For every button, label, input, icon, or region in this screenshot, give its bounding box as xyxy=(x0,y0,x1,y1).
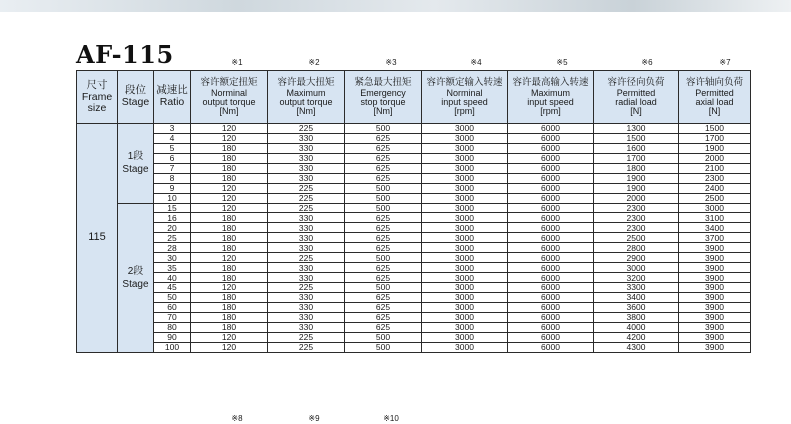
table-cell: 6000 xyxy=(508,213,594,223)
table-cell: 180 xyxy=(191,223,268,233)
table-cell: 3000 xyxy=(422,342,508,352)
table-cell: 120 xyxy=(191,203,268,213)
note-marker: ※4 xyxy=(470,58,482,67)
footnote-markers xyxy=(0,414,791,424)
table-cell: 3900 xyxy=(679,253,751,263)
page-title: AF-115 xyxy=(76,40,174,69)
table-cell: 6000 xyxy=(508,302,594,312)
table-cell: 3000 xyxy=(422,243,508,253)
table-cell: 120 xyxy=(191,283,268,293)
table-cell: 180 xyxy=(191,322,268,332)
stage-1-cell: 1段 Stage xyxy=(118,124,154,204)
table-cell: 1500 xyxy=(594,133,679,143)
table-cell: 1700 xyxy=(679,133,751,143)
table-cell: 225 xyxy=(268,124,345,134)
table-cell: 500 xyxy=(345,193,422,203)
table-cell: 6000 xyxy=(508,163,594,173)
table-cell: 330 xyxy=(268,163,345,173)
header-emergency-torque: 紧急最大扭矩 Emergency stop torque [Nm] xyxy=(345,71,422,124)
table-cell: 2300 xyxy=(679,173,751,183)
table-cell: 330 xyxy=(268,153,345,163)
table-row xyxy=(77,302,751,312)
table-cell: 625 xyxy=(345,213,422,223)
table-cell: 330 xyxy=(268,273,345,283)
column-note-markers xyxy=(0,58,791,70)
table-cell: 4200 xyxy=(594,332,679,342)
table-cell: 120 xyxy=(191,183,268,193)
table-row xyxy=(77,173,751,183)
table-cell: 330 xyxy=(268,292,345,302)
table-cell: 2000 xyxy=(679,153,751,163)
table-cell: 3900 xyxy=(679,312,751,322)
table-cell: 3000 xyxy=(422,283,508,293)
table-cell: 3000 xyxy=(422,213,508,223)
table-cell: 180 xyxy=(191,263,268,273)
table-cell: 1800 xyxy=(594,163,679,173)
table-cell: 180 xyxy=(191,143,268,153)
table-cell: 180 xyxy=(191,173,268,183)
table-cell: 180 xyxy=(191,233,268,243)
table-cell: 6000 xyxy=(508,183,594,193)
table-cell: 330 xyxy=(268,173,345,183)
table-cell: 3400 xyxy=(679,223,751,233)
table-cell: 120 xyxy=(191,332,268,342)
ratio-cell: 80 xyxy=(154,322,191,332)
table-row xyxy=(77,283,751,293)
note-marker: ※2 xyxy=(308,58,320,67)
note-marker: ※6 xyxy=(641,58,653,67)
table-cell: 3400 xyxy=(594,292,679,302)
frame-size-cell: 115 xyxy=(77,124,118,353)
table-cell: 330 xyxy=(268,233,345,243)
table-cell: 625 xyxy=(345,263,422,273)
table-cell: 120 xyxy=(191,124,268,134)
table-cell: 625 xyxy=(345,173,422,183)
table-cell: 625 xyxy=(345,243,422,253)
table-cell: 625 xyxy=(345,223,422,233)
header-nominal-torque: 容许额定扭矩 Norminal output torque [Nm] xyxy=(191,71,268,124)
table-cell: 1300 xyxy=(594,124,679,134)
table-cell: 6000 xyxy=(508,233,594,243)
table-cell: 2400 xyxy=(679,183,751,193)
table-cell: 3000 xyxy=(422,143,508,153)
ratio-cell: 10 xyxy=(154,193,191,203)
header-ratio: 减速比 Ratio xyxy=(154,71,191,124)
table-row xyxy=(77,233,751,243)
table-cell: 225 xyxy=(268,193,345,203)
ratio-cell: 6 xyxy=(154,153,191,163)
table-row xyxy=(77,193,751,203)
table-row xyxy=(77,253,751,263)
table-row xyxy=(77,153,751,163)
ratio-cell: 9 xyxy=(154,183,191,193)
table-cell: 625 xyxy=(345,143,422,153)
table-cell: 3900 xyxy=(679,322,751,332)
table-cell: 500 xyxy=(345,183,422,193)
table-cell: 1900 xyxy=(594,173,679,183)
table-cell: 225 xyxy=(268,203,345,213)
table-cell: 120 xyxy=(191,133,268,143)
table-row xyxy=(77,183,751,193)
table-cell: 500 xyxy=(345,283,422,293)
table-cell: 225 xyxy=(268,332,345,342)
table-cell: 3700 xyxy=(679,233,751,243)
ratio-cell: 100 xyxy=(154,342,191,352)
table-cell: 330 xyxy=(268,312,345,322)
table-cell: 625 xyxy=(345,302,422,312)
table-cell: 225 xyxy=(268,342,345,352)
table-cell: 3000 xyxy=(422,302,508,312)
table-cell: 3000 xyxy=(422,332,508,342)
table-cell: 2500 xyxy=(679,193,751,203)
table-cell: 6000 xyxy=(508,253,594,263)
table-cell: 2000 xyxy=(594,193,679,203)
header-radial-load: 容许径向负荷 Permitted radial load [N] xyxy=(594,71,679,124)
note-marker: ※5 xyxy=(556,58,568,67)
ratio-cell: 28 xyxy=(154,243,191,253)
ratio-cell: 40 xyxy=(154,273,191,283)
note-marker: ※8 xyxy=(231,414,243,423)
table-cell: 3000 xyxy=(679,203,751,213)
table-cell: 3000 xyxy=(594,263,679,273)
table-cell: 3000 xyxy=(422,312,508,322)
table-cell: 6000 xyxy=(508,243,594,253)
table-cell: 500 xyxy=(345,203,422,213)
table-cell: 330 xyxy=(268,302,345,312)
table-cell: 500 xyxy=(345,124,422,134)
table-cell: 6000 xyxy=(508,153,594,163)
table-row xyxy=(77,243,751,253)
table-cell: 4000 xyxy=(594,322,679,332)
table-cell: 2500 xyxy=(594,233,679,243)
ratio-cell: 7 xyxy=(154,163,191,173)
table-row xyxy=(77,163,751,173)
note-marker: ※3 xyxy=(385,58,397,67)
table-cell: 1500 xyxy=(679,124,751,134)
table-cell: 3000 xyxy=(422,153,508,163)
table-cell: 3000 xyxy=(422,124,508,134)
table-cell: 6000 xyxy=(508,193,594,203)
table-cell: 180 xyxy=(191,153,268,163)
header-axial-load: 容许轴向负荷 Permitted axial load [N] xyxy=(679,71,751,124)
ratio-cell: 60 xyxy=(154,302,191,312)
table-cell: 120 xyxy=(191,193,268,203)
table-cell: 500 xyxy=(345,332,422,342)
table-cell: 625 xyxy=(345,153,422,163)
table-cell: 3000 xyxy=(422,133,508,143)
table-cell: 3000 xyxy=(422,322,508,332)
note-marker: ※9 xyxy=(308,414,320,423)
table-cell: 3000 xyxy=(422,253,508,263)
table-cell: 3900 xyxy=(679,283,751,293)
table-cell: 1900 xyxy=(679,143,751,153)
header-frame-size: 尺寸 Frame size xyxy=(77,71,118,124)
table-cell: 225 xyxy=(268,253,345,263)
table-cell: 3000 xyxy=(422,193,508,203)
table-row xyxy=(77,133,751,143)
table-cell: 120 xyxy=(191,253,268,263)
ratio-cell: 35 xyxy=(154,263,191,273)
table-cell: 6000 xyxy=(508,292,594,302)
table-cell: 625 xyxy=(345,233,422,243)
table-header-row xyxy=(77,71,751,124)
table-cell: 625 xyxy=(345,273,422,283)
table-row xyxy=(77,213,751,223)
table-cell: 330 xyxy=(268,143,345,153)
table-cell: 3900 xyxy=(679,302,751,312)
table-cell: 3900 xyxy=(679,263,751,273)
ratio-cell: 15 xyxy=(154,203,191,213)
header-max-speed: 容许最高输入转速 Maximum input speed [rpm] xyxy=(508,71,594,124)
table-cell: 2300 xyxy=(594,203,679,213)
table-row xyxy=(77,332,751,342)
table-cell: 2800 xyxy=(594,243,679,253)
table-cell: 625 xyxy=(345,312,422,322)
table-cell: 6000 xyxy=(508,124,594,134)
table-cell: 500 xyxy=(345,342,422,352)
spec-table xyxy=(76,70,751,353)
table-cell: 6000 xyxy=(508,283,594,293)
table-cell: 3100 xyxy=(679,213,751,223)
table-cell: 3000 xyxy=(422,292,508,302)
table-cell: 120 xyxy=(191,342,268,352)
table-cell: 3600 xyxy=(594,302,679,312)
table-cell: 6000 xyxy=(508,263,594,273)
table-cell: 3000 xyxy=(422,163,508,173)
table-row xyxy=(77,143,751,153)
stage-2-cell: 2段 Stage xyxy=(118,203,154,352)
ratio-cell: 16 xyxy=(154,213,191,223)
table-cell: 180 xyxy=(191,213,268,223)
ratio-cell: 25 xyxy=(154,233,191,243)
table-cell: 3900 xyxy=(679,332,751,342)
table-cell: 625 xyxy=(345,133,422,143)
table-cell: 500 xyxy=(345,253,422,263)
table-cell: 6000 xyxy=(508,342,594,352)
table-row xyxy=(77,273,751,283)
table-cell: 1600 xyxy=(594,143,679,153)
note-marker: ※10 xyxy=(383,414,399,423)
table-cell: 6000 xyxy=(508,332,594,342)
table-cell: 6000 xyxy=(508,273,594,283)
top-decorative-banner xyxy=(0,0,791,12)
table-cell: 3000 xyxy=(422,263,508,273)
table-cell: 6000 xyxy=(508,322,594,332)
table-cell: 3000 xyxy=(422,233,508,243)
table-cell: 330 xyxy=(268,263,345,273)
table-cell: 625 xyxy=(345,322,422,332)
table-cell: 6000 xyxy=(508,143,594,153)
table-row xyxy=(77,312,751,322)
table-row xyxy=(77,223,751,233)
table-cell: 3900 xyxy=(679,292,751,302)
ratio-cell: 45 xyxy=(154,283,191,293)
ratio-cell: 70 xyxy=(154,312,191,322)
header-stage: 段位 Stage xyxy=(118,71,154,124)
ratio-cell: 8 xyxy=(154,173,191,183)
table-cell: 330 xyxy=(268,133,345,143)
ratio-cell: 30 xyxy=(154,253,191,263)
note-marker: ※1 xyxy=(231,58,243,67)
table-cell: 3000 xyxy=(422,223,508,233)
note-marker: ※7 xyxy=(719,58,731,67)
table-cell: 6000 xyxy=(508,133,594,143)
table-cell: 625 xyxy=(345,163,422,173)
table-cell: 330 xyxy=(268,322,345,332)
table-cell: 1700 xyxy=(594,153,679,163)
table-cell: 180 xyxy=(191,243,268,253)
ratio-cell: 5 xyxy=(154,143,191,153)
table-cell: 225 xyxy=(268,183,345,193)
table-row xyxy=(77,322,751,332)
table-cell: 2300 xyxy=(594,213,679,223)
ratio-cell: 3 xyxy=(154,124,191,134)
table-row xyxy=(77,263,751,273)
table-cell: 2300 xyxy=(594,223,679,233)
table-cell: 625 xyxy=(345,292,422,302)
table-cell: 180 xyxy=(191,302,268,312)
table-cell: 330 xyxy=(268,213,345,223)
table-cell: 6000 xyxy=(508,173,594,183)
table-cell: 3200 xyxy=(594,273,679,283)
table-cell: 3000 xyxy=(422,173,508,183)
ratio-cell: 4 xyxy=(154,133,191,143)
table-body xyxy=(77,124,751,353)
table-cell: 3000 xyxy=(422,183,508,193)
table-cell: 3900 xyxy=(679,342,751,352)
table-cell: 3000 xyxy=(422,203,508,213)
table-row xyxy=(77,203,751,213)
table-cell: 3900 xyxy=(679,243,751,253)
ratio-cell: 50 xyxy=(154,292,191,302)
table-cell: 6000 xyxy=(508,312,594,322)
table-cell: 2100 xyxy=(679,163,751,173)
header-max-torque: 容许最大扭矩 Maximum output torque [Nm] xyxy=(268,71,345,124)
table-cell: 180 xyxy=(191,273,268,283)
table-cell: 180 xyxy=(191,163,268,173)
table-cell: 330 xyxy=(268,243,345,253)
table-cell: 1900 xyxy=(594,183,679,193)
header-nominal-speed: 容许额定输入转速 Norminal input speed [rpm] xyxy=(422,71,508,124)
ratio-cell: 20 xyxy=(154,223,191,233)
table-cell: 2900 xyxy=(594,253,679,263)
ratio-cell: 90 xyxy=(154,332,191,342)
table-row xyxy=(77,124,751,134)
table-row xyxy=(77,292,751,302)
table-cell: 330 xyxy=(268,223,345,233)
table-cell: 180 xyxy=(191,312,268,322)
table-row xyxy=(77,342,751,352)
table-cell: 6000 xyxy=(508,203,594,213)
table-cell: 4300 xyxy=(594,342,679,352)
table-cell: 3900 xyxy=(679,273,751,283)
table-cell: 3000 xyxy=(422,273,508,283)
table-cell: 6000 xyxy=(508,223,594,233)
table-cell: 225 xyxy=(268,283,345,293)
table-cell: 3300 xyxy=(594,283,679,293)
table-cell: 3800 xyxy=(594,312,679,322)
table-cell: 180 xyxy=(191,292,268,302)
